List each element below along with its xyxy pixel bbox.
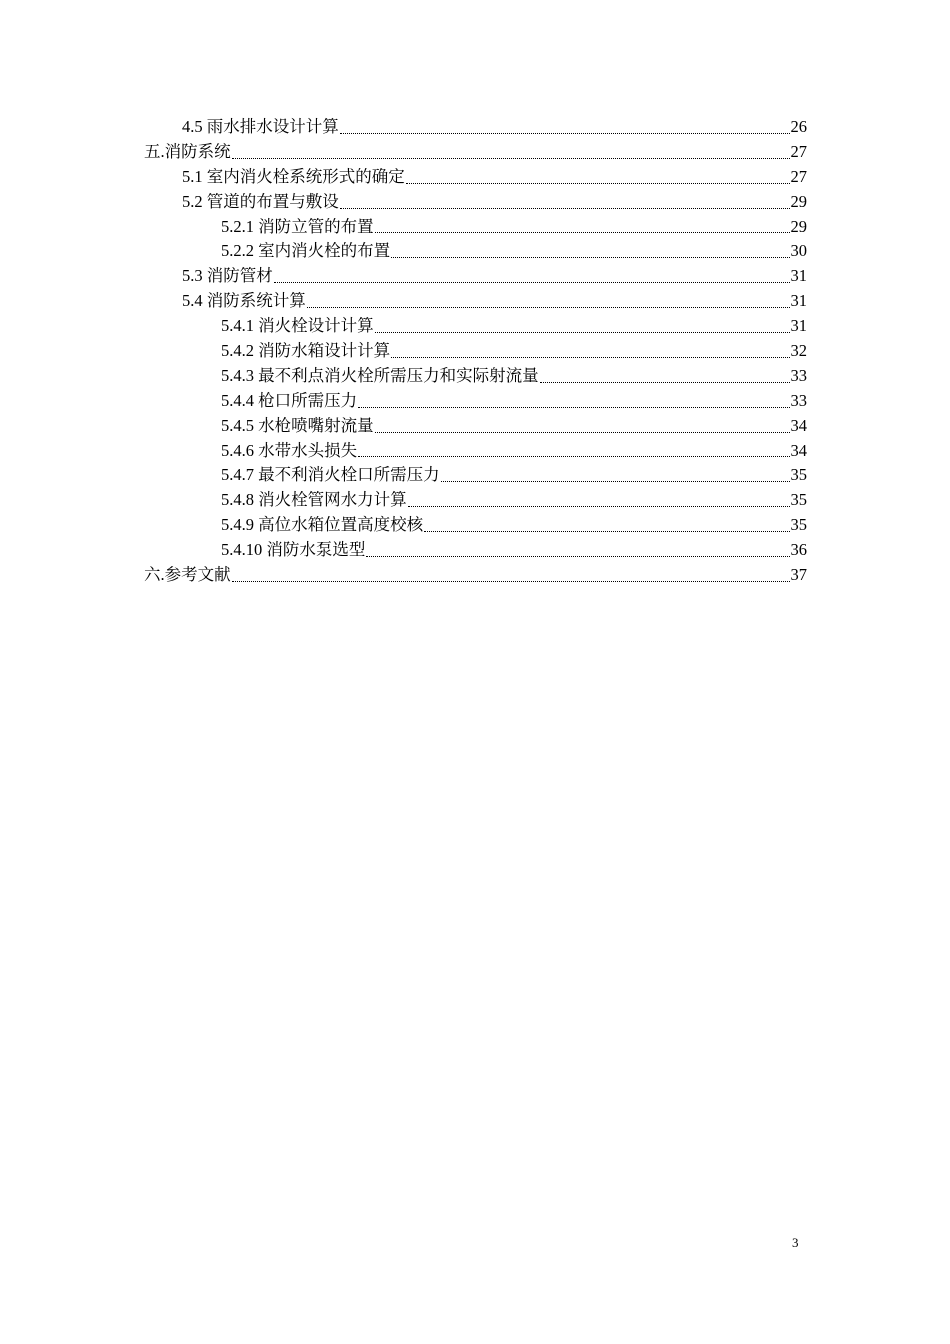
toc-entry-title: 5.1 室内消火栓系统形式的确定 xyxy=(182,166,405,186)
table-of-contents xyxy=(144,115,807,588)
toc-entry-title: 5.2.2 室内消火栓的布置 xyxy=(221,241,391,261)
toc-entry-page: 36 xyxy=(790,540,807,560)
toc-entry[interactable] xyxy=(144,339,807,364)
toc-leader-dots xyxy=(540,381,790,383)
toc-entry-title: 5.4.2 消防水箱设计计算 xyxy=(221,341,391,361)
toc-leader-dots xyxy=(375,331,790,333)
toc-entry-title: 5.4.4 枪口所需压力 xyxy=(221,390,358,410)
toc-leader-dots xyxy=(274,281,790,283)
toc-entry[interactable] xyxy=(144,215,807,240)
toc-entry[interactable] xyxy=(144,463,807,488)
toc-entry-title: 5.4.3 最不利点消火栓所需压力和实际射流量 xyxy=(221,365,539,385)
toc-entry-page: 37 xyxy=(790,565,807,585)
toc-entry-title: 4.5 雨水排水设计计算 xyxy=(182,117,339,136)
toc-entry-page: 33 xyxy=(790,365,807,385)
page-number: 3 xyxy=(792,1235,799,1250)
toc-entry[interactable] xyxy=(144,115,807,140)
toc-entry-page: 34 xyxy=(790,415,807,435)
toc-entry[interactable] xyxy=(144,140,807,165)
toc-leader-dots xyxy=(391,256,789,258)
toc-leader-dots xyxy=(375,431,790,433)
toc-entry-page: 33 xyxy=(790,390,807,410)
toc-leader-dots xyxy=(424,530,789,532)
toc-entry[interactable] xyxy=(144,414,807,439)
toc-leader-dots xyxy=(232,157,790,159)
toc-entry[interactable] xyxy=(144,513,807,538)
toc-leader-dots xyxy=(340,132,790,134)
toc-entry[interactable] xyxy=(144,488,807,513)
toc-entry-title: 5.4 消防系统计算 xyxy=(182,291,306,311)
toc-leader-dots xyxy=(340,207,790,209)
toc-entry[interactable] xyxy=(144,190,807,215)
toc-leader-dots xyxy=(441,480,790,482)
toc-entry-page: 32 xyxy=(790,341,807,361)
toc-entry[interactable] xyxy=(144,239,807,264)
toc-leader-dots xyxy=(366,555,789,557)
toc-leader-dots xyxy=(375,231,790,233)
toc-entry-title: 5.3 消防管材 xyxy=(182,266,273,286)
toc-entry[interactable] xyxy=(144,389,807,414)
toc-leader-dots xyxy=(358,406,789,408)
toc-entry-page: 29 xyxy=(790,216,807,236)
toc-entry[interactable] xyxy=(144,439,807,464)
toc-entry-title: 5.4.8 消火栓管网水力计算 xyxy=(221,490,407,510)
toc-entry-title: 5.4.9 高位水箱位置高度校核 xyxy=(221,515,424,535)
toc-entry-title: 5.4.5 水枪喷嘴射流量 xyxy=(221,415,374,435)
toc-entry-title: 5.4.7 最不利消火栓口所需压力 xyxy=(221,465,440,485)
toc-entry-page: 35 xyxy=(790,490,807,510)
toc-entry-page: 29 xyxy=(790,191,807,211)
toc-entry-title: 5.2 管道的布置与敷设 xyxy=(182,191,339,211)
toc-entry-page: 31 xyxy=(790,266,807,286)
toc-leader-dots xyxy=(232,580,790,582)
toc-entry-title: 五.消防系统 xyxy=(144,141,231,161)
toc-entry-title: 5.2.1 消防立管的布置 xyxy=(221,216,374,236)
toc-entry-page: 26 xyxy=(790,117,807,136)
toc-entry-title: 5.4.10 消防水泵选型 xyxy=(221,540,366,560)
toc-leader-dots xyxy=(406,182,790,184)
toc-entry-title: 5.4.1 消火栓设计计算 xyxy=(221,316,374,336)
toc-entry-page: 34 xyxy=(790,440,807,460)
toc-entry-page: 30 xyxy=(790,241,807,261)
toc-entry[interactable] xyxy=(144,563,807,588)
toc-entry-page: 27 xyxy=(790,166,807,186)
toc-entry[interactable] xyxy=(144,364,807,389)
toc-entry-page: 27 xyxy=(790,141,807,161)
toc-entry[interactable] xyxy=(144,538,807,563)
toc-entry[interactable] xyxy=(144,289,807,314)
toc-leader-dots xyxy=(391,356,789,358)
toc-leader-dots xyxy=(307,306,790,308)
toc-entry-title: 六.参考文献 xyxy=(144,565,231,585)
toc-entry[interactable] xyxy=(144,264,807,289)
toc-leader-dots xyxy=(358,455,789,457)
toc-entry-page: 31 xyxy=(790,316,807,336)
toc-entry-page: 31 xyxy=(790,291,807,311)
toc-entry[interactable] xyxy=(144,165,807,190)
toc-entry-page: 35 xyxy=(790,465,807,485)
toc-entry-title: 5.4.6 水带水头损失 xyxy=(221,440,358,460)
toc-entry[interactable] xyxy=(144,314,807,339)
toc-leader-dots xyxy=(408,505,790,507)
toc-entry-page: 35 xyxy=(790,515,807,535)
